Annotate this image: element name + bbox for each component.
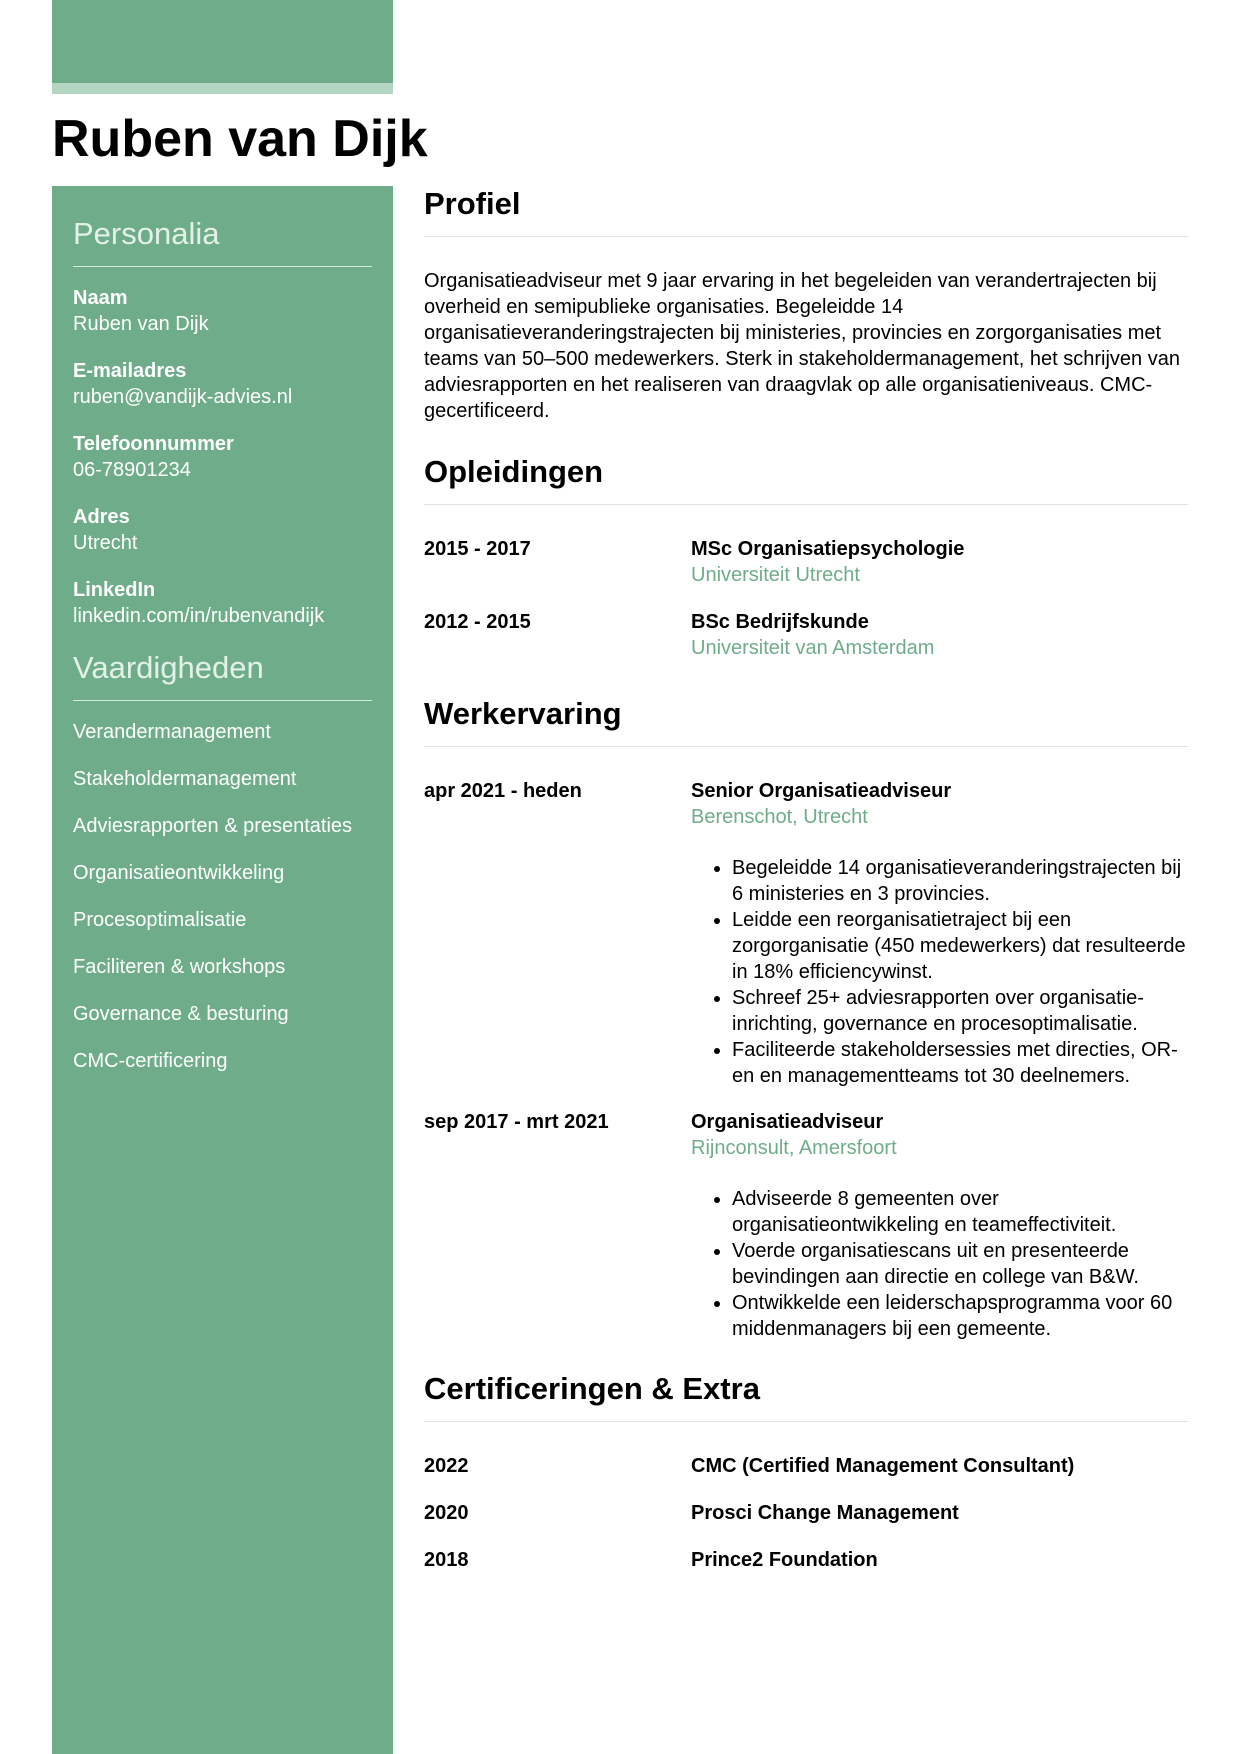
candidate-name: Ruben van Dijk [52, 110, 428, 168]
education-degree: BSc Bedrijfskunde [691, 611, 869, 633]
header-accent-stripe [52, 83, 393, 94]
skills-heading: Vaardigheden [73, 650, 264, 685]
education-period: 2015 - 2017 [424, 538, 531, 560]
skill-item: Verandermanagement [73, 721, 271, 743]
education-item [424, 609, 1188, 661]
job-period: sep 2017 - mrt 2021 [424, 1111, 609, 1133]
profile-text: Organisatieadviseur met 9 jaar ervaring in het begeleiden van verandertrajecten bij overheid en semipublieke organisaties. Begeleidde 14 organisatieveranderingstrajecten bij ministeries, provincies en zorgorganisaties met teams van 50–500 medewerkers. Sterk in stakeholdermanagement, het schrijven van adviesrapporten en het realiseren van draagvlak op alle organisatieniveaus. CMC-gecertificeerd. [424, 270, 1180, 422]
job-bullets [691, 855, 1188, 1089]
certification-year: 2018 [424, 1549, 469, 1571]
education-heading: Opleidingen [424, 454, 604, 489]
skill-item: Governance & besturing [73, 1003, 289, 1025]
bullet-item: • Leidde een reorganisatietraject bij een zorgorganisatie (450 medewerkers) dat resulteerde in 18% efficiencywinst. [732, 907, 1188, 985]
email-value: ruben@vandijk-advies.nl [73, 386, 293, 408]
divider [424, 1421, 1188, 1422]
main-content [424, 186, 1188, 1594]
job-period: apr 2021 - heden [424, 780, 582, 802]
personal-info-phone [73, 431, 372, 483]
job-item [424, 1109, 1188, 1362]
bullet-item: • Begeleidde 14 organisatieveranderingstrajecten bij 6 ministeries en 3 provincies. [732, 855, 1188, 907]
skill-item: Adviesrapporten & presentaties [73, 815, 353, 837]
certification-year: 2020 [424, 1502, 469, 1524]
certifications-heading: Certificeringen & Extra [424, 1371, 760, 1406]
personal-info-address [73, 504, 372, 556]
bullet-item: • Adviseerde 8 gemeenten over organisatieontwikkeling en teameffectiviteit. [732, 1186, 1188, 1238]
education-section [424, 454, 1188, 696]
divider [424, 746, 1188, 747]
skill-item: Stakeholdermanagement [73, 768, 297, 790]
info-label: Adres [73, 506, 130, 528]
education-degree: MSc Organisatiepsychologie [691, 538, 965, 560]
job-title: Senior Organisatieadviseur [691, 780, 952, 802]
sidebar [52, 186, 393, 1754]
header-color-block [52, 0, 393, 83]
skill-item: Faciliteren & workshops [73, 956, 286, 978]
certification-name: Prince2 Foundation [691, 1549, 878, 1571]
divider [424, 236, 1188, 237]
education-institution: Universiteit van Amsterdam [691, 637, 935, 659]
certification-item [424, 1453, 1188, 1479]
certification-item [424, 1500, 1188, 1526]
personal-info-email [73, 358, 372, 410]
skills-list [73, 719, 372, 1074]
divider [73, 266, 372, 267]
info-value: Ruben van Dijk [73, 313, 209, 335]
divider [424, 504, 1188, 505]
info-label: LinkedIn [73, 579, 156, 601]
skill-item: Procesoptimalisatie [73, 909, 247, 931]
experience-heading: Werkervaring [424, 696, 622, 731]
address-value: Utrecht [73, 532, 138, 554]
bullet-item: • Ontwikkelde een leiderschapsprogramma voor 60 middenmanagers bij een gemeente. [732, 1290, 1188, 1342]
bullet-item: • Faciliteerde stakeholdersessies met directies, OR-en en managementteams tot 30 deelnemers. [732, 1037, 1188, 1089]
job-title: Organisatieadviseur [691, 1111, 884, 1133]
job-company: Rijnconsult, Amersfoort [691, 1137, 897, 1159]
experience-section [424, 696, 1188, 1371]
linkedin-value: linkedin.com/in/rubenvandijk [73, 605, 325, 627]
certification-name: Prosci Change Management [691, 1502, 959, 1524]
personal-info-linkedin [73, 577, 372, 629]
personal-info-name [73, 285, 372, 337]
profile-section [424, 186, 1188, 424]
education-institution: Universiteit Utrecht [691, 564, 860, 586]
phone-value: 06-78901234 [73, 459, 191, 481]
info-label: E-mailadres [73, 360, 187, 382]
job-item [424, 778, 1188, 1109]
job-company: Berenschot, Utrecht [691, 806, 868, 828]
personalia-heading: Personalia [73, 216, 220, 251]
education-item [424, 536, 1188, 588]
job-bullets [691, 1186, 1188, 1342]
education-period: 2012 - 2015 [424, 611, 531, 633]
certification-item [424, 1547, 1188, 1573]
skill-item: Organisatieontwikkeling [73, 862, 285, 884]
profile-heading: Profiel [424, 186, 521, 221]
divider [73, 700, 372, 701]
certification-year: 2022 [424, 1455, 469, 1477]
info-label: Naam [73, 287, 128, 309]
bullet-item: • Voerde organisatiescans uit en presenteerde bevindingen aan directie en college van B&W. [732, 1238, 1188, 1290]
certifications-section [424, 1371, 1188, 1573]
certification-name: CMC (Certified Management Consultant) [691, 1455, 1075, 1477]
bullet-item: • Schreef 25+ adviesrapporten over organisatie-inrichting, governance en procesoptimalisatie. [732, 985, 1188, 1037]
info-label: Telefoonnummer [73, 433, 234, 455]
skill-item: CMC-certificering [73, 1050, 228, 1072]
